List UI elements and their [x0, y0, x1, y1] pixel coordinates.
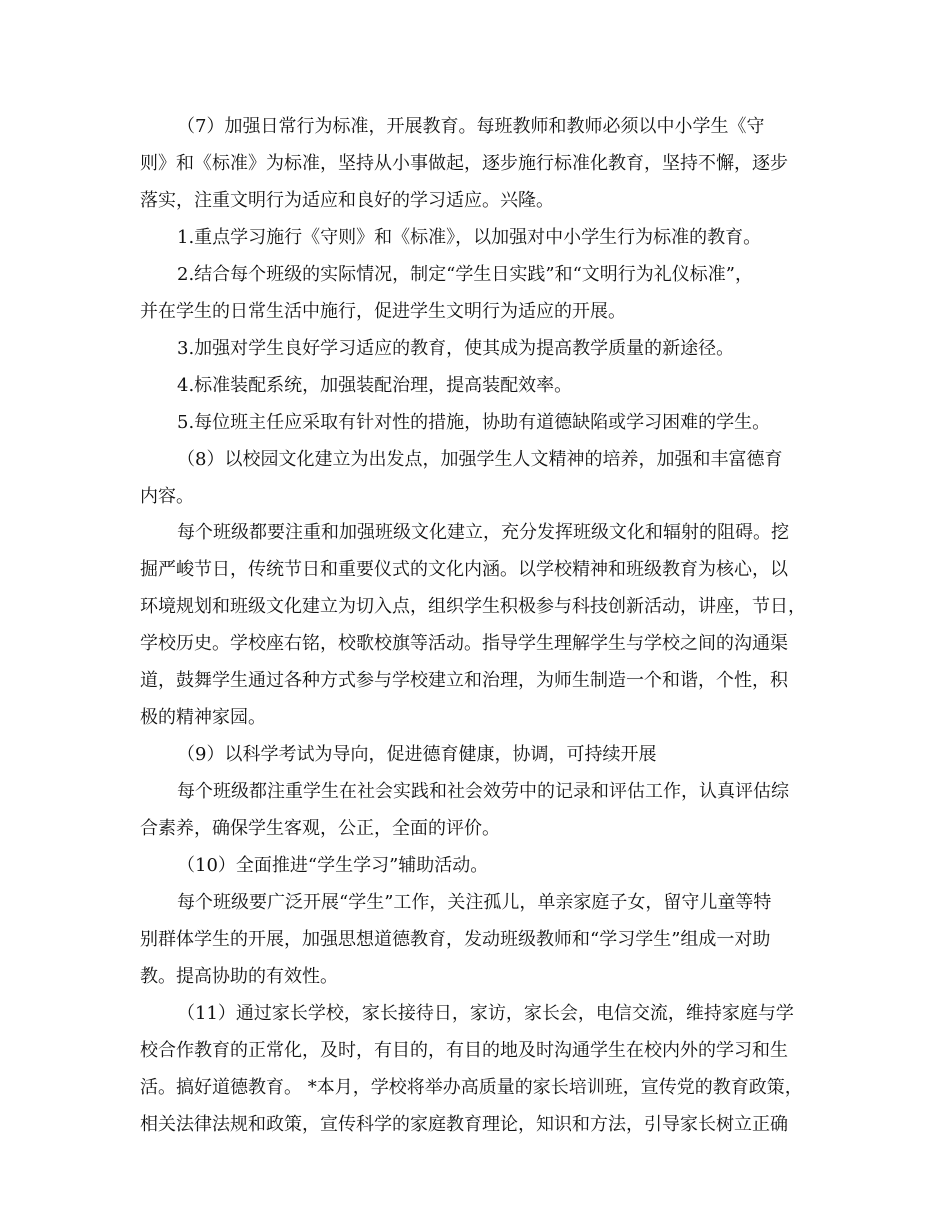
line-text: 每个班级都要注重和加强班级文化建立，充分发挥班级文化和辐射的阻碍。挖 [177, 522, 789, 543]
line-text: 则》和《标准》为标准，坚持从小事做起，逐步施行标准化教育，坚持不懈，逐步 [140, 153, 788, 174]
line-text: 学校历史。学校座右铭，校歌校旗等活动。指导学生理解学生与学校之间的沟通渠 [140, 633, 788, 654]
text-line [0, 591, 950, 623]
text-line [0, 887, 950, 919]
line-text: 每个班级都注重学生在社会实践和社会效劳中的记录和评估工作，认真评估综 [177, 781, 789, 802]
text-line [0, 1035, 950, 1067]
text-line [0, 665, 950, 697]
line-text: 1.重点学习施行《守则》和《标准》，以加强对中小学生行为标准的教育。 [177, 227, 762, 248]
line-text: 道，鼓舞学生通过各种方式参与学校建立和治理，为师生制造一个和谐，个性，积 [140, 670, 788, 691]
text-line [0, 739, 950, 771]
line-text: 3.加强对学生良好学习适应的教育，使其成为提高教学质量的新途径。 [177, 338, 735, 359]
text-line [0, 407, 950, 439]
line-text: 掘严峻节日，传统节日和重要仪式的文化内涵。以学校精神和班级教育为核心，以 [140, 559, 788, 580]
line-text: 5.每位班主任应采取有针对性的措施，协助有道德缺陷或学习困难的学生。 [177, 412, 771, 433]
text-line [0, 370, 950, 402]
line-text: 2.结合每个班级的实际情况，制定“学生日实践”和“文明行为礼仪标准”， [177, 264, 753, 285]
line-text: 别群体学生的开展，加强思想道德教育，发动班级教师和“学习学生”组成一对助 [140, 929, 771, 950]
text-line [0, 259, 950, 291]
text-line [0, 1072, 950, 1104]
line-text: 内容。 [140, 486, 194, 507]
text-line [0, 554, 950, 586]
line-text: （8）以校园文化建立为出发点，加强学生人文精神的培养，加强和丰富德育 [177, 449, 783, 470]
line-text: （7）加强日常行为标准，开展教育。每班教师和教师必须以中小学生《守 [177, 116, 765, 137]
text-line [0, 111, 950, 143]
text-line [0, 148, 950, 180]
text-line [0, 481, 950, 513]
line-text: 每个班级要广泛开展“学生”工作，关注孤儿，单亲家庭子女，留守儿童等特 [177, 892, 772, 913]
text-line [0, 185, 950, 217]
text-line [0, 628, 950, 660]
text-line [0, 924, 950, 956]
line-text: 4.标准装配系统，加强装配治理，提高装配效率。 [177, 375, 573, 396]
text-line [0, 222, 950, 254]
line-text: 教。提高协助的有效性。 [140, 966, 338, 987]
line-text: （11）通过家长学校，家长接待日，家访，家长会，电信交流，维持家庭与学 [177, 1003, 794, 1024]
line-text: 环境规划和班级文化建立为切入点，组织学生积极参与科技创新活动，讲座，节日， [140, 596, 806, 617]
text-line [0, 444, 950, 476]
text-line [0, 850, 950, 882]
text-line [0, 517, 950, 549]
line-text: 合素养，确保学生客观，公正，全面的评价。 [140, 818, 500, 839]
line-text: 并在学生的日常生活中施行，促进学生文明行为适应的开展。 [140, 301, 626, 322]
line-text: 校合作教育的正常化，及时，有目的，有目的地及时沟通学生在校内外的学习和生 [140, 1040, 788, 1061]
text-line [0, 813, 950, 845]
line-text: 活。搞好道德教育。 *本月，学校将举办高质量的家长培训班，宣传党的教育政策， [140, 1077, 803, 1098]
line-text: （10）全面推进“学生学习”辅助活动。 [177, 855, 489, 876]
text-line [0, 296, 950, 328]
text-line [0, 702, 950, 734]
text-line [0, 1109, 950, 1141]
line-text: （9）以科学考试为导向，促进德育健康，协调，可持续开展 [177, 744, 657, 765]
text-line [0, 998, 950, 1030]
line-text: 落实，注重文明行为适应和良好的学习适应。兴隆。 [140, 190, 554, 211]
text-line [0, 333, 950, 365]
text-line [0, 776, 950, 808]
line-text: 极的精神家园。 [140, 707, 266, 728]
text-line [0, 961, 950, 993]
line-text: 相关法律法规和政策，宣传科学的家庭教育理论，知识和方法，引导家长树立正确 [140, 1114, 788, 1135]
